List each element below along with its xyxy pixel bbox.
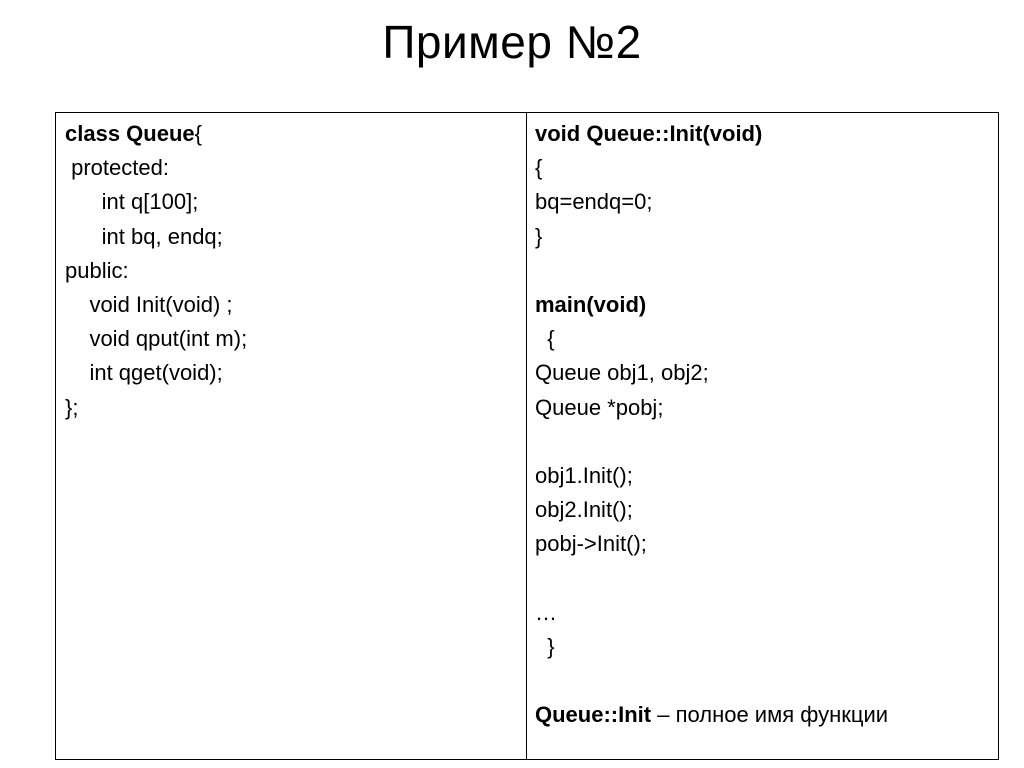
call-pobj-line: pobj->Init(); (535, 531, 647, 557)
class-keyword: class Queue (65, 121, 195, 146)
ellipsis-line: … (535, 599, 557, 625)
method-qput-line: void qput(int m); (65, 326, 248, 352)
class-declaration-cell (56, 113, 527, 759)
blank-line (535, 425, 998, 459)
class-open-brace: { (194, 121, 202, 146)
main-signature-line: main(void) (535, 291, 647, 317)
full-name-description: – полное имя функции (651, 702, 889, 728)
blank-line (535, 561, 998, 595)
field-bq-line: int bq, endq; (65, 223, 223, 249)
code-table (55, 112, 999, 760)
decl-objs-line: Queue obj1, obj2; (535, 360, 709, 386)
public-label: public: (65, 257, 129, 283)
main-open-brace: { (535, 326, 555, 352)
method-init-line: void Init(void) ; (65, 291, 233, 317)
field-q-line: int q[100]; (65, 189, 199, 215)
full-name-note (535, 698, 998, 732)
decl-ptr-line: Queue *pobj; (535, 394, 664, 420)
slide-title: Пример №2 (382, 16, 642, 68)
blank-line (535, 254, 998, 288)
protected-label: protected: (65, 155, 169, 181)
implementation-cell (527, 113, 998, 759)
call-obj2-line: obj2.Init(); (535, 497, 633, 523)
full-name-term: Queue::Init (535, 702, 652, 728)
call-obj1-line: obj1.Init(); (535, 462, 633, 488)
blank-line (535, 664, 998, 698)
init-body-line: bq=endq=0; (535, 189, 653, 215)
main-close-brace: } (535, 633, 555, 659)
init-signature-line: void Queue::Init(void) (535, 121, 763, 146)
method-qget-line: int qget(void); (65, 360, 223, 386)
class-end-line: }; (65, 394, 79, 420)
class-header-line (65, 117, 526, 151)
init-open-brace: { (535, 155, 543, 181)
init-close-brace: } (535, 223, 543, 249)
